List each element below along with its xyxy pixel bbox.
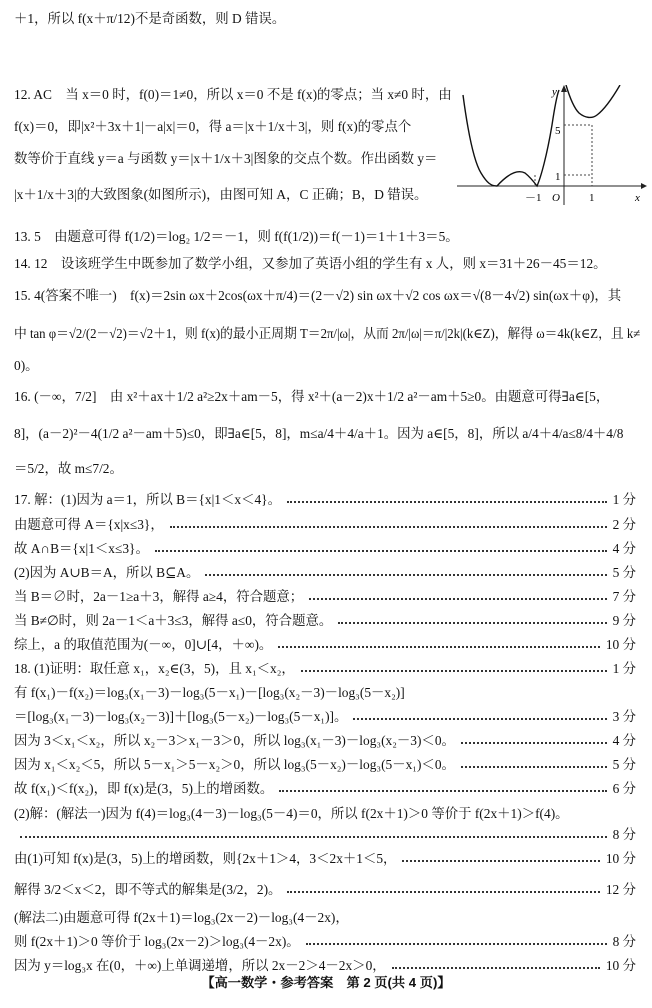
score-label: 7 分 — [612, 588, 636, 604]
leader-dots — [353, 718, 606, 720]
line-text: ＝[log₃(x₁－3)－log₃(x₂－3)]＋[log₃(5－x₂)－log₃(5－x₁)]。 — [14, 708, 348, 724]
text-line — [0, 452, 652, 482]
line-text: (解法二)由题意可得 f(2x＋1)＝log₃(2x－2)－log₃(4－2x)， — [14, 909, 349, 925]
line-text: 因为 3＜x₁＜x₂，所以 x₂－3＞x₁－3＞0，所以 log₃(x₁－3)－log₃(x₂－3)＜0。 — [14, 732, 455, 748]
line-text: 13. 5 由题意可得 f(1/2)＝log₂ 1/2＝－1，则 f(f(1/2))＝f(－1)＝1＋1＋3＝5。 — [14, 228, 459, 244]
page-footer: 【高一数学・参考答案 第 2 页(共 4 页)】 — [201, 975, 451, 990]
line-text: 故 f(x₁)＜f(x₂)，即 f(x)是(3，5)上的增函数。 — [14, 780, 274, 796]
text-line — [0, 349, 652, 379]
line-text: 因为 y＝log₃x 在(0，＋∞)上单调递增，所以 2x－2＞4－2x＞0， — [14, 957, 386, 973]
score-label: 8 分 — [612, 826, 636, 842]
line-text: 数等价于直线 y＝a 与函数 y＝|x＋1/x＋3|图象的交点个数。作出函数 y＝ — [14, 150, 438, 166]
leader-dots — [338, 622, 606, 624]
line-text: |x＋1/x＋3|的大致图象(如图所示)，由图可知 A，C 正确；B，D 错误。 — [14, 186, 428, 202]
x-axis-arrow — [641, 183, 647, 189]
leader-dots — [205, 574, 606, 576]
leader-dots — [278, 646, 600, 648]
leader-dots — [461, 742, 607, 744]
line-text: ＝5/2，故 m≤7/2。 — [14, 460, 123, 476]
line-text: (2)解：(解法一)因为 f(4)＝log₃(4－3)－log₃(5－4)＝0，所以 f(2x＋1)＞0 等价于 f(2x＋1)＞f(4)。 — [14, 805, 569, 821]
score-label: 10 分 — [605, 636, 636, 652]
leader-dots — [155, 550, 607, 552]
text-line — [0, 247, 652, 277]
score-label: 10 分 — [605, 957, 636, 973]
line-text: 0)。 — [14, 357, 39, 373]
line-text: 当 B≠∅时，则 2a－1＜a＋3≤3，解得 a≤0，符合题意。 — [14, 612, 333, 628]
line-text: (2)因为 A∪B＝A，所以 B⊆A。 — [14, 564, 200, 580]
line-text: 则 f(2x＋1)＞0 等价于 log₃(2x－2)＞log₃(4－2x)。 — [14, 933, 300, 949]
leader-dots — [20, 836, 607, 838]
text-line — [0, 220, 652, 250]
label-x: x — [635, 192, 640, 204]
tick-pos1: 1 — [589, 192, 595, 204]
score-label: 5 分 — [612, 756, 636, 772]
line-text: 因为 x₁＜x₂＜5，所以 5－x₁＞5－x₂＞0，所以 log₃(5－x₂)－log₃(5－x₁)＜0。 — [14, 756, 455, 772]
text-line — [0, 279, 652, 309]
leader-dots — [309, 598, 606, 600]
line-text: f(x)＝0，即|x²＋3x＋1|－a|x|＝0，得 a＝|x＋1/x＋3|，则 f(x)的零点个 — [14, 118, 412, 134]
curve-right — [566, 85, 620, 117]
score-label: 3 分 — [612, 708, 636, 724]
line-text: 中 tan φ＝√2/(2－√2)＝√2＋1，则 f(x)的最小正周期 T＝2π/|ω|，从而 2π/|ω|＝π/|2k|(k∈Z)，解得 ω＝4k(k∈Z，且 k≠ — [14, 325, 641, 341]
line-text: 18. (1)证明：取任意 x₁，x₂∈(3，5)，且 x₁＜x₂， — [14, 660, 295, 676]
score-label: 9 分 — [612, 612, 636, 628]
score-label: 2 分 — [612, 516, 636, 532]
text-line — [0, 842, 652, 872]
text-line — [0, 380, 652, 410]
leader-dots — [306, 943, 607, 945]
tick-5: 5 — [555, 125, 561, 137]
leader-dots — [392, 967, 600, 969]
text-line — [0, 873, 652, 903]
line-text: 16. (－∞，7/2] 由 x²＋ax＋1/2 a²≥2x＋am－5，得 x²＋(a－2)x＋1/2 a²－am＋5≥0。由题意可得∃a∈[5， — [14, 388, 610, 404]
score-label: 8 分 — [612, 933, 636, 949]
text-line — [0, 2, 652, 32]
leader-dots — [170, 526, 607, 528]
score-label: 12 分 — [605, 881, 636, 897]
line-text: 故 A∩B＝{x|1＜x≤3}。 — [14, 540, 149, 556]
text-line — [0, 317, 652, 347]
score-label: 6 分 — [612, 780, 636, 796]
leader-dots — [461, 766, 607, 768]
score-label: 5 分 — [612, 564, 636, 580]
curve-left — [463, 90, 559, 186]
score-label: 4 分 — [612, 732, 636, 748]
score-label: 1 分 — [612, 491, 636, 507]
leader-dots — [301, 670, 607, 672]
label-y: y — [552, 86, 557, 98]
score-label: 4 分 — [612, 540, 636, 556]
line-text: 12. AC 当 x＝0 时，f(0)＝1≠0，所以 x＝0 不是 f(x)的零点；当 x≠0 时，由 — [14, 86, 452, 102]
score-label: 1 分 — [612, 660, 636, 676]
leader-dots — [287, 891, 599, 893]
leader-dots — [402, 860, 599, 862]
label-origin: O — [552, 192, 560, 204]
line-text: 由(1)可知 f(x)是(3，5)上的增函数，则{2x＋1＞4，3＜2x＋1＜5， — [14, 850, 397, 866]
leader-dots — [287, 501, 607, 503]
function-graph — [455, 85, 647, 207]
line-text: 8]，(a－2)²－4(1/2 a²－am＋5)≤0，即∃a∈[5，8]，m≤a/4＋4/a＋1。因为 a∈[5，8]，所以 a/4＋4/a≤8/4＋4/8 — [14, 425, 624, 441]
line-text: 15. 4(答案不唯一) f(x)＝2sin ωx＋2cos(ωx＋π/4)＝(2－√2) sin ωx＋√2 cos ωx＝√(8－4√2) sin(ωx＋φ)，其 — [14, 287, 622, 303]
tick-1: 1 — [555, 171, 561, 183]
line-text: 有 f(x₁)－f(x₂)＝log₃(x₁－3)－log₃(5－x₁)－[log₃(x₂－3)－log₃(5－x₂)] — [14, 684, 405, 700]
line-text: 由题意可得 A＝{x|x≤3}， — [14, 516, 164, 532]
line-text: 综上，a 的取值范围为(－∞，0]∪[4，＋∞)。 — [14, 636, 273, 652]
line-text: ＋1，所以 f(x＋π/12)不是奇函数，则 D 错误。 — [14, 10, 286, 26]
line-text: 解得 3/2＜x＜2，即不等式的解集是(3/2，2)。 — [14, 881, 282, 897]
line-text: 17. 解：(1)因为 a＝1，所以 B＝{x|1＜x＜4}。 — [14, 491, 281, 507]
score-label: 10 分 — [605, 850, 636, 866]
tick-neg1: －1 — [525, 192, 542, 204]
line-text: 14. 12 设该班学生中既参加了数学小组，又参加了英语小组的学生有 x 人，则 x＝31＋26－45＝12。 — [14, 255, 607, 271]
line-text: 当 B＝∅时，2a－1≥a＋3，解得 a≥4，符合题意； — [14, 588, 304, 604]
leader-dots — [279, 790, 606, 792]
text-line — [0, 417, 652, 447]
